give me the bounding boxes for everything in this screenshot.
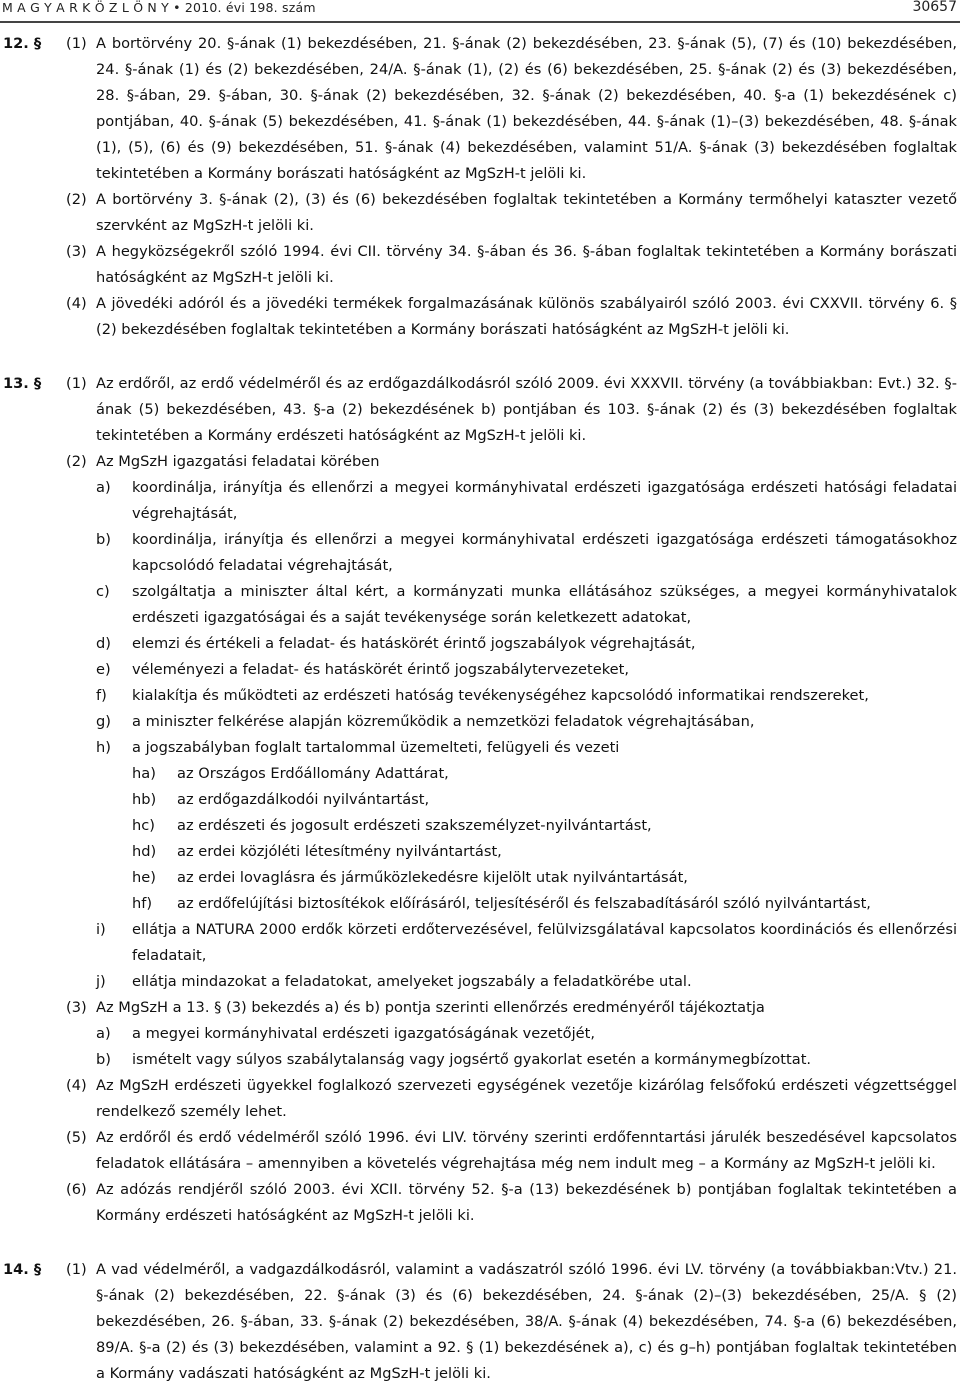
subsection-text: Az adózás rendjéről szóló 2003. évi XCII. törvény 52. §-a (13) bekezdésének b) pontjában foglaltak tekintetében a Kormány erdészeti hatóságként az MgSzH-t jelöli ki. bbox=[96, 1181, 957, 1224]
subsection-number: (1) bbox=[66, 35, 87, 52]
section-spacer bbox=[0, 343, 960, 371]
subpoint bbox=[96, 787, 957, 813]
point-label: h) bbox=[96, 739, 111, 756]
section-number: 14. § bbox=[3, 1261, 42, 1278]
point-label: b) bbox=[96, 531, 111, 548]
section bbox=[0, 1257, 960, 1387]
point bbox=[96, 1047, 957, 1073]
point-text: ellátja a NATURA 2000 erdők körzeti erdőtervezésével, felülvizsgálatával kapcsolatos koordinációs és ellenőrzési feladatait, bbox=[132, 921, 957, 964]
point bbox=[96, 969, 957, 995]
subsection bbox=[60, 995, 957, 1073]
point bbox=[96, 735, 957, 761]
point-text: szolgáltatja a miniszter által kért, a kormányzati munka ellátásához szükséges, a megyei kormányhivatalok erdészeti igazgatóságai és a saját tevékenysége során keletkezett adatokat, bbox=[132, 583, 957, 626]
subsection-text: A bortörvény 20. §-ának (1) bekezdésében, 21. §-ának (2) bekezdésében, 23. §-ának (5), (7) és (10) bekezdésében, 24. §-ának (1) és (2) bekezdésében, 24/A. §-ának (1), (2) és (6) bekezdésében, 25. §-ának (2) és (3) bekezdésében, 28. §-ában, 29. §-ában, 30. §-ának (2) bekezdésében, 32. §-ának (2) bekezdésében, 40. §-a (1) bekezdésének c) pontjában, 40. §-ának (5) bekezdésében, 41. §-ának (1) bekezdésében, 44. §-ának (1)–(3) bekezdésében, 48. §-ának (1), (5), (6) és (9) bekezdésében, 51. §-ának (4) bekezdésében, valamint 51/A. §-ának (3) bekezdésében foglaltak tekintetében a Kormány borászati hatóságként az MgSzH-t jelöli ki. bbox=[96, 35, 957, 182]
subpoint-label: hb) bbox=[132, 791, 157, 808]
subsection bbox=[60, 291, 957, 343]
subsection bbox=[60, 449, 957, 995]
subpoint-text: az erdei lovaglásra és járműközlekedésre kijelölt utak nyilvántartását, bbox=[177, 869, 688, 886]
point bbox=[96, 475, 957, 527]
subpoint-label: hc) bbox=[132, 817, 155, 834]
subsection bbox=[60, 1073, 957, 1125]
subsection-text: Az MgSzH erdészeti ügyekkel foglalkozó szervezeti egységének vezetője kizárólag felsőfokú erdészeti végzettséggel rendelkező személy lehet. bbox=[96, 1077, 957, 1120]
subsection-number: (2) bbox=[66, 191, 87, 208]
subsection-content bbox=[96, 371, 957, 449]
section-body bbox=[60, 371, 957, 1229]
subpoint bbox=[96, 865, 957, 891]
subsection-number: (4) bbox=[66, 1077, 87, 1094]
point-text: a jogszabályban foglalt tartalommal üzemelteti, felügyeli és vezeti bbox=[132, 739, 620, 756]
point-text: kialakítja és működteti az erdészeti hatóság tevékenységéhez kapcsolódó informatikai rendszereket, bbox=[132, 687, 869, 704]
point-label: j) bbox=[96, 973, 106, 990]
point-text: véleményezi a feladat- és hatáskörét érintő jogszabálytervezeteket, bbox=[132, 661, 629, 678]
subsection bbox=[60, 187, 957, 239]
subsection-number: (5) bbox=[66, 1129, 87, 1146]
subsection-text: Az erdőről, az erdő védelméről és az erdőgazdálkodásról szóló 2009. évi XXXVII. törvény (a továbbiakban: Evt.) 32. §-ának (5) bekezdésében, 43. §-a (2) bekezdésének b) pontjában és 103. §-ának (2) és (3) bekezdésében foglaltak tekintetében a Kormány erdészeti hatóságként az MgSzH-t jelöli ki. bbox=[96, 375, 957, 444]
section bbox=[0, 371, 960, 1229]
point-text: koordinálja, irányítja és ellenőrzi a megyei kormányhivatal erdészeti igazgatósága erdészeti támogatásokhoz kapcsolódó feladatai végrehajtását, bbox=[132, 531, 957, 574]
subpoint-label: hd) bbox=[132, 843, 157, 860]
point bbox=[96, 709, 957, 735]
subpoint bbox=[96, 839, 957, 865]
subsection-content bbox=[96, 1257, 957, 1387]
subsection-number: (3) bbox=[66, 999, 87, 1016]
subsection-text: A vad védelméről, a vadgazdálkodásról, valamint a vadászatról szóló 1996. évi LV. törvény (a továbbiakban:Vtv.) 21. §-ának (2) bekezdésében, 22. §-ának (3) és (6) bekezdésében, 24. §-ának (2)–(3) bekezdésében, 25/A. § (2) bekezdésében, 26. §-ában, 33. §-ának (2) bekezdésében, 38/A. §-ának (4) bekezdésében, 74. §-a (6) bekezdésében, 89/A. §-a (2) és (3) bekezdésében, valamint a 92. § (1) bekezdésének a), c) és g–h) pontjában foglaltak tekintetében a Kormány vadászati hatóságként az MgSzH-t jelöli ki. bbox=[96, 1261, 957, 1382]
subsection bbox=[60, 31, 957, 187]
subsection bbox=[60, 1125, 957, 1177]
section-body bbox=[60, 1257, 957, 1387]
section-spacer bbox=[0, 1229, 960, 1257]
subsection-content bbox=[96, 1073, 957, 1125]
point-label: a) bbox=[96, 1025, 111, 1042]
point bbox=[96, 579, 957, 631]
point-label: a) bbox=[96, 479, 111, 496]
subsection-text: A bortörvény 3. §-ának (2), (3) és (6) bekezdésében foglaltak tekintetében a Kormány termőhelyi kataszter vezető szervként az MgSzH-t jelöli ki. bbox=[96, 191, 957, 234]
subsection-text: Az erdőről és erdő védelméről szóló 1996. évi LIV. törvény szerinti erdőfenntartási járulék beszedésével kapcsolatos feladatok ellátására – amennyiben a követelés végrehajtása még nem indult meg – a Kormány az MgSzH-t jelöli ki. bbox=[96, 1129, 957, 1172]
point-text: a megyei kormányhivatal erdészeti igazgatóságának vezetőjét, bbox=[132, 1025, 595, 1042]
point bbox=[96, 527, 957, 579]
subsection-number: (1) bbox=[66, 1261, 87, 1278]
point-text: a miniszter felkérése alapján közreműködik a nemzetközi feladatok végrehajtásában, bbox=[132, 713, 755, 730]
subsection-content bbox=[96, 31, 957, 187]
subsection-number: (2) bbox=[66, 453, 87, 470]
subpoint-text: az erdőgazdálkodói nyilvántartást, bbox=[177, 791, 430, 808]
point bbox=[96, 1021, 957, 1047]
subpoint bbox=[96, 761, 957, 787]
page-number: 30657 bbox=[912, 0, 957, 15]
subsection-number: (6) bbox=[66, 1181, 87, 1198]
point-label: e) bbox=[96, 661, 111, 678]
point-label: f) bbox=[96, 687, 107, 704]
subsection-number: (4) bbox=[66, 295, 87, 312]
section-number: 13. § bbox=[3, 375, 42, 392]
point-label: g) bbox=[96, 713, 111, 730]
subsection-content bbox=[96, 291, 957, 343]
point-text: ismételt vagy súlyos szabálytalanság vagy jogsértő gyakorlat esetén a kormánymegbízottat. bbox=[132, 1051, 812, 1068]
subsection-number: (1) bbox=[66, 375, 87, 392]
header-rule bbox=[0, 21, 960, 23]
subsection-content bbox=[96, 449, 957, 995]
subpoint-text: az erdőfelújítási biztosítékok előírásáról, teljesítéséről és felszabadításáról szóló nyilvántartást, bbox=[177, 895, 871, 912]
subsection-text: A jövedéki adóról és a jövedéki termékek forgalmazásának különös szabályairól szóló 2003. évi CXXVII. törvény 6. § (2) bekezdésében foglaltak tekintetében a Kormány borászati hatóságként az MgSzH-t jelöli ki. bbox=[96, 295, 957, 338]
subsection bbox=[60, 1257, 957, 1387]
point-text: elemzi és értékeli a feladat- és hatáskörét érintő jogszabályok végrehajtását, bbox=[132, 635, 696, 652]
subpoint-label: he) bbox=[132, 869, 156, 886]
point bbox=[96, 631, 957, 657]
subsection-content bbox=[96, 187, 957, 239]
subsection bbox=[60, 239, 957, 291]
document-body bbox=[0, 31, 960, 1387]
point-label: c) bbox=[96, 583, 110, 600]
subpoint-text: az erdészeti és jogosult erdészeti szakszemélyzet-nyilvántartást, bbox=[177, 817, 652, 834]
subpoint-text: az erdei közjóléti létesítmény nyilvántartást, bbox=[177, 843, 502, 860]
point-label: i) bbox=[96, 921, 106, 938]
subsection-content bbox=[96, 1125, 957, 1177]
subpoint-label: ha) bbox=[132, 765, 156, 782]
point bbox=[96, 917, 957, 969]
subsection-text: Az MgSzH igazgatási feladatai körében bbox=[96, 453, 380, 470]
point-text: koordinálja, irányítja és ellenőrzi a megyei kormányhivatal erdészeti igazgatósága erdészeti hatósági feladatai végrehajtását, bbox=[132, 479, 957, 522]
subsection-content bbox=[96, 1177, 957, 1229]
publication-title: M A G Y A R K Ö Z L Ö N Y • 2010. évi 198. szám bbox=[2, 0, 316, 15]
page-header bbox=[0, 0, 960, 18]
subsection-text: A hegyközségekről szóló 1994. évi CII. törvény 34. §-ában és 36. §-ában foglaltak tekintetében a Kormány borászati hatóságként az MgSzH-t jelöli ki. bbox=[96, 243, 957, 286]
subsection bbox=[60, 371, 957, 449]
point bbox=[96, 683, 957, 709]
section-body bbox=[60, 31, 957, 343]
subpoint-label: hf) bbox=[132, 895, 153, 912]
subsection-content bbox=[96, 995, 957, 1073]
section bbox=[0, 31, 960, 343]
point-label: d) bbox=[96, 635, 111, 652]
subsection-content bbox=[96, 239, 957, 291]
subsection-text: Az MgSzH a 13. § (3) bekezdés a) és b) pontja szerinti ellenőrzés eredményéről tájékoztatja bbox=[96, 999, 765, 1016]
subpoint bbox=[96, 813, 957, 839]
point-label: b) bbox=[96, 1051, 111, 1068]
section-number: 12. § bbox=[3, 35, 42, 52]
subsection-number: (3) bbox=[66, 243, 87, 260]
subsection bbox=[60, 1177, 957, 1229]
subpoint bbox=[96, 891, 957, 917]
point-text: ellátja mindazokat a feladatokat, amelyeket jogszabály a feladatkörébe utal. bbox=[132, 973, 692, 990]
subpoint-text: az Országos Erdőállomány Adattárat, bbox=[177, 765, 449, 782]
point bbox=[96, 657, 957, 683]
